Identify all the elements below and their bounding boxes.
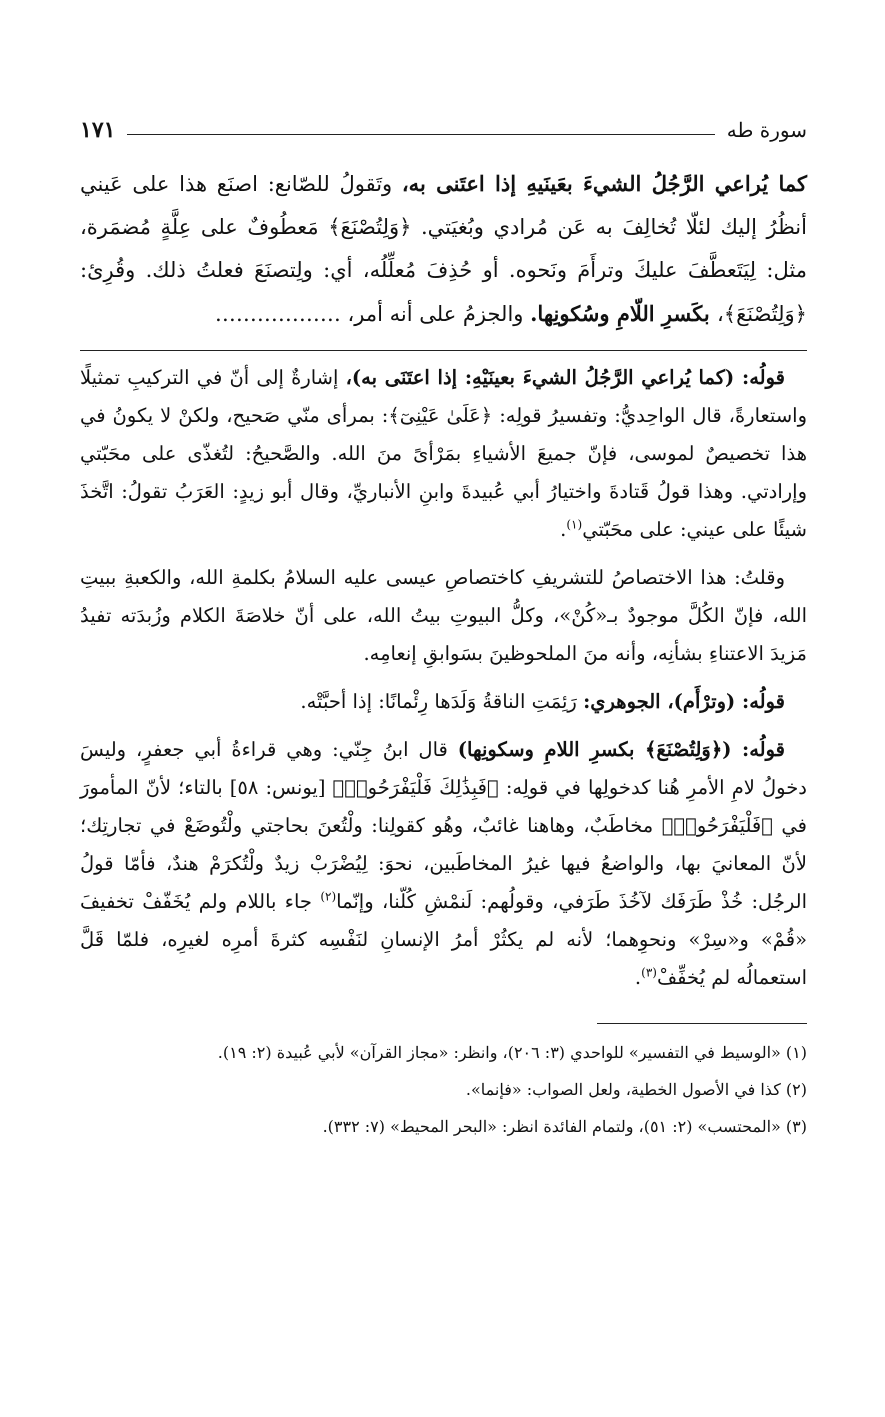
- commentary-lemma: قولُه: (وترْأَم)، الجوهري:: [583, 690, 785, 713]
- page-number: ١٧١: [80, 117, 116, 143]
- commentary: [80, 359, 807, 997]
- header-rule: [127, 134, 714, 135]
- main-text-bold: كما يُراعي الرَّجُلُ الشيءَ بعَينَيهِ إذا اعتَنى به،: [401, 171, 807, 196]
- main-text-body: وتَقولُ للصّانع: اصنَع هذا على عَيني أنظُرُ إليك لئلّا تُخالِفَ به عَن مُرادي وبُغيَتي. ﴿وَلِتُصْنَعَ﴾ مَعطُوفٌ على عِلَّةٍ مُضمَرة، مثل: لِيَتَعطَّفَ عليكَ وترأَمَ ونَحوه. أو حُذِفَ مُعلِّلُه، أي: ولِتصنَعَ فعلتُ ذلك. وقُرِئ: ﴿وَلِتُصْنَعَ﴾،: [80, 172, 807, 326]
- commentary-paragraph: [80, 359, 807, 549]
- commentary-end: .: [560, 518, 567, 541]
- footnote-marker: (٣): [641, 965, 657, 980]
- footnote: (٣) «المحتسب» (٢: ٥١)، ولتمام الفائدة انظر: «البحر المحيط» (٧: ٣٣٢).: [322, 1117, 807, 1136]
- commentary-paragraph: [80, 731, 807, 997]
- main-text-dots: ………………: [214, 302, 341, 326]
- commentary-text: رَئِمَتِ الناقةُ وَلَدَها رِئْمانًا: إذا أحبَّتْه.: [300, 690, 584, 713]
- book-page: [80, 108, 807, 1147]
- commentary-text: وقلتُ: هذا الاختصاصُ للتشريفِ كاختصاصِ عيسى عليه السلامُ بكلمةِ الله، والكعبةِ ببيتِ الله، فإنّ الكُلَّ موجودٌ بـ«كُنْ»، وكلُّ البيوتِ بيتُ الله، على أنّ خلاصَةَ الكلام وزُبدَته تفيدُ مَزيدَ الاعتناءِ بشأنِه، وأنه منَ الملحوظينَ بسَوابقِ إنعامِه.: [80, 566, 807, 665]
- commentary-paragraph: [80, 559, 807, 673]
- main-separator: [80, 350, 807, 351]
- commentary-paragraph: [80, 683, 807, 721]
- commentary-end: .: [634, 966, 642, 989]
- running-header: [80, 108, 807, 152]
- commentary-lemma: قولُه: (﴿وَلِتُصْنَعَ﴾ بكسرِ اللامِ وسكونِها): [457, 738, 785, 761]
- main-text-tail: والجزمُ على أنه أمر،: [340, 302, 531, 326]
- main-text: [80, 162, 807, 336]
- footnote: (٢) كذا في الأصول الخطية، ولعل الصواب: «فإنما».: [465, 1080, 807, 1099]
- footnote-marker: (٢): [320, 889, 337, 904]
- footnote-separator: [597, 1023, 807, 1024]
- commentary-text-cont: جاء باللام ولم يُخَفّفْ تخفيفَ «قُمْ» و«سِرْ» ونحوِهما؛ لأنه لم يكثُرْ أمرُ الإنسانِ لنَفْسِه كثرةَ أمرِه لغيرِه، فلمّا قَلَّ استعمالُه لم يُخفِّفْ: [80, 890, 807, 989]
- footnote-marker: (١): [566, 517, 583, 532]
- main-text-bold-2: بكَسرِ اللّامِ وسُكونِها.: [530, 301, 717, 326]
- footnotes: [80, 1036, 807, 1143]
- footnote: (١) «الوسيط في التفسير» للواحدي (٣: ٢٠٦)، وانظر: «مجاز القرآن» لأبي عُبيدة (٢: ١٩).: [217, 1043, 807, 1062]
- surah-title: سورة طه: [726, 118, 807, 142]
- commentary-text: قال ابنُ جِنّي: وهي قراءةُ أبي جعفرٍ، وليسَ دخولُ لامِ الأمرِ هُنا كدخولِها في قولِه: ﴿فَبِذَٰلِكَ فَلْيَفْرَحُوا۟﴾ [يونس: ٥٨] بالتاء؛ لأنّ المأمورَ في ﴿فَلْيَفْرَحُوا۟﴾ مخاطَبٌ، وهاهنا غائبٌ، وهُو كقولِنا: ولْتُعنَ بحاجتي ولْتُوضَعْ في تجارتِك؛ لأنّ المعانيَ بها، والواضعُ فيها غيرُ المخاطَبين، نحوَ: لِيُضْرَبْ زيدٌ ولْتُكرَمْ هندٌ، فأمّا قولُ الرجُل: خُذْ طَرَفَك لآخُذَ طَرَفي، وقولُهم: لَنمْشِ كُلّنا، وإنّما: [80, 738, 807, 913]
- commentary-text: إشارةٌ إلى أنّ في التركيبِ تمثيلًا واستعارةً، قال الواحِديُّ: وتفسيرُ قولِه: ﴿عَلَىٰ عَيْنِىٓ﴾: بمرأى منّي صَحيح، ولكنْ لا يكونُ في هذا تخصيصٌ لموسى، فإنّ جميعَ الأشياءِ بمَرْأىً منَ الله. والصَّحيحُ: لتُغذّى على محَبّتي وإرادتي. وهذا قولُ قَتادةَ واختيارُ أبي عُبيدةَ وابنِ الأنباريِّ، وقال أبو زيدٍ: العَرَبُ تقولُ: اتَّخذَ شيئًا على عيني: على محَبّتي: [80, 366, 807, 541]
- commentary-lemma: قولُه: (كما يُراعي الرَّجُلُ الشيءَ بعينَيْهِ: إذا اعتَنَى به)،: [345, 366, 785, 389]
